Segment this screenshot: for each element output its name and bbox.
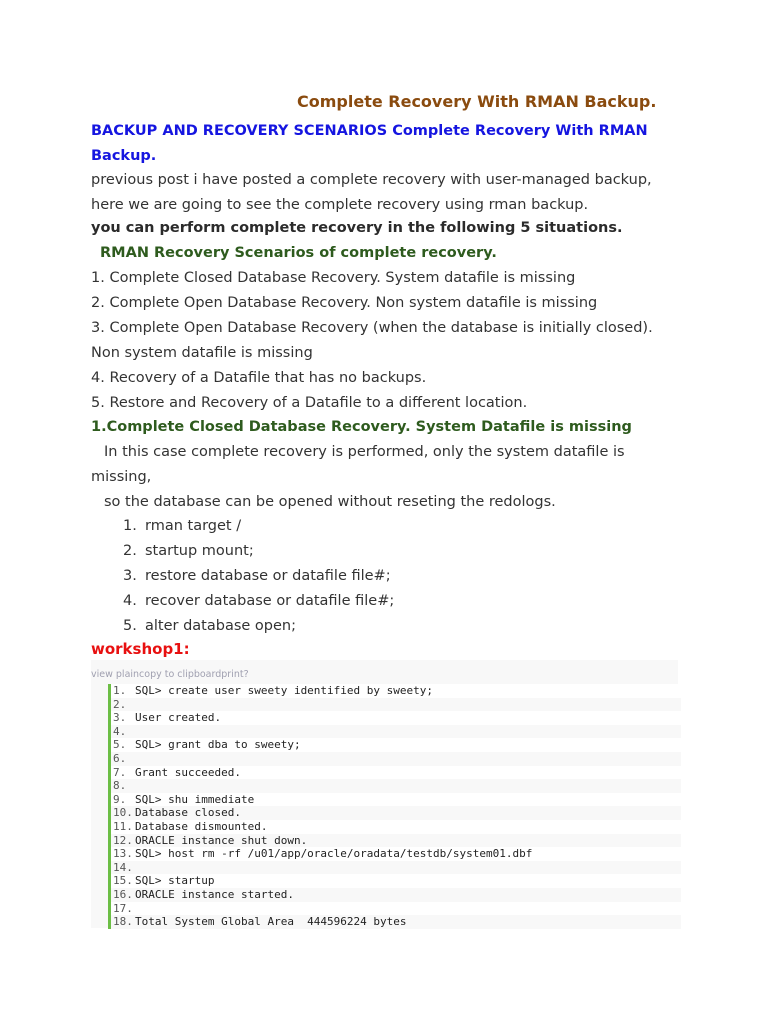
code-line (111, 684, 681, 698)
code-line (111, 874, 681, 888)
line-number: 8. (113, 779, 127, 793)
steps-list (123, 514, 394, 639)
scenario-item: 2. Complete Open Database Recovery. Non system datafile is missing (91, 295, 598, 311)
code-text: User created. (135, 711, 222, 725)
line-number: 17. (113, 901, 133, 915)
section1-heading: 1.Complete Closed Database Recovery. System Datafile is missing (91, 419, 632, 435)
code-line (111, 738, 681, 752)
intro-paragraph: previous post i have posted a complete recovery with user-managed backup, here we are going to see the complete recovery using rman backup. (91, 172, 652, 213)
code-line (111, 806, 681, 820)
code-text: ORACLE instance shut down. (135, 833, 308, 847)
step-text: recover database or datafile file#; (145, 593, 395, 609)
scenario-item: 1. Complete Closed Database Recovery. System datafile is missing (91, 270, 576, 286)
scenario-item: 5. Restore and Recovery of a Datafile to a different location. (91, 395, 528, 411)
code-text: Total System Global Area 444596224 bytes (135, 915, 407, 929)
code-text: Database closed. (135, 806, 241, 820)
code-line (111, 861, 681, 875)
code-text: SQL> startup (135, 874, 215, 888)
step-number: 1. (123, 518, 137, 534)
code-text: SQL> grant dba to sweety; (135, 738, 301, 752)
line-number: 4. (113, 724, 127, 738)
scenario-item: 4. Recovery of a Datafile that has no backups. (91, 370, 427, 386)
code-line (111, 902, 681, 916)
line-number: 12. (113, 833, 133, 847)
code-line (111, 752, 681, 766)
step-number: 3. (123, 568, 137, 584)
code-line (111, 820, 681, 834)
code-text: Grant succeeded. (135, 765, 241, 779)
line-number: 5. (113, 738, 127, 752)
code-toolbar[interactable] (91, 660, 678, 684)
section1-text: In this case complete recovery is performed, only the system datafile is missing, (91, 444, 625, 485)
code-line (111, 725, 681, 739)
scenarios-heading: RMAN Recovery Scenarios of complete recovery. (100, 245, 497, 261)
code-line (111, 915, 681, 929)
step-item (123, 514, 394, 539)
scenario-item: 3. Complete Open Database Recovery (when the database is initially closed). (91, 320, 653, 336)
code-line (111, 793, 681, 807)
line-number: 13. (113, 847, 133, 861)
step-number: 5. (123, 618, 137, 634)
code-lines (108, 684, 681, 929)
subtitle-heading: BACKUP AND RECOVERY SCENARIOS Complete Recovery With RMAN Backup. (91, 123, 648, 164)
step-text: rman target / (145, 518, 242, 534)
line-number: 11. (113, 819, 133, 833)
code-text: SQL> shu immediate (135, 792, 255, 806)
line-number: 7. (113, 765, 127, 779)
step-text: startup mount; (145, 543, 254, 559)
step-text: restore database or datafile file#; (145, 568, 391, 584)
section1-text: so the database can be opened without reseting the redologs. (104, 494, 556, 510)
code-text: Database dismounted. (135, 819, 268, 833)
line-number: 18. (113, 915, 133, 929)
code-toolbar-links[interactable]: view plaincopy to clipboardprint? (91, 669, 249, 680)
line-number: 9. (113, 792, 127, 806)
code-line (111, 847, 681, 861)
line-number: 3. (113, 711, 127, 725)
code-line (111, 711, 681, 725)
code-text: SQL> create user sweety identified by sweety; (135, 684, 434, 697)
step-item (123, 614, 394, 639)
code-line (111, 834, 681, 848)
line-number: 15. (113, 874, 133, 888)
situations-heading: you can perform complete recovery in the following 5 situations. (91, 220, 623, 236)
code-block (91, 660, 678, 928)
line-number: 14. (113, 860, 133, 874)
page-title: Complete Recovery With RMAN Backup. (297, 92, 657, 111)
step-number: 2. (123, 543, 137, 559)
line-number: 10. (113, 806, 133, 820)
code-text: SQL> host rm -rf /u01/app/oracle/oradata/testdb/system01.dbf (135, 847, 533, 861)
line-number: 6. (113, 751, 127, 765)
step-number: 4. (123, 593, 137, 609)
code-line (111, 888, 681, 902)
step-item (123, 589, 394, 614)
line-number: 2. (113, 697, 127, 711)
code-line (111, 766, 681, 780)
step-text: alter database open; (145, 618, 296, 634)
code-line (111, 698, 681, 712)
step-item (123, 539, 394, 564)
code-text: ORACLE instance started. (135, 887, 294, 901)
step-item (123, 564, 394, 589)
line-number: 16. (113, 887, 133, 901)
workshop-label: workshop1: (91, 640, 190, 658)
scenario-item: Non system datafile is missing (91, 345, 313, 361)
line-number: 1. (113, 684, 127, 697)
code-line (111, 779, 681, 793)
